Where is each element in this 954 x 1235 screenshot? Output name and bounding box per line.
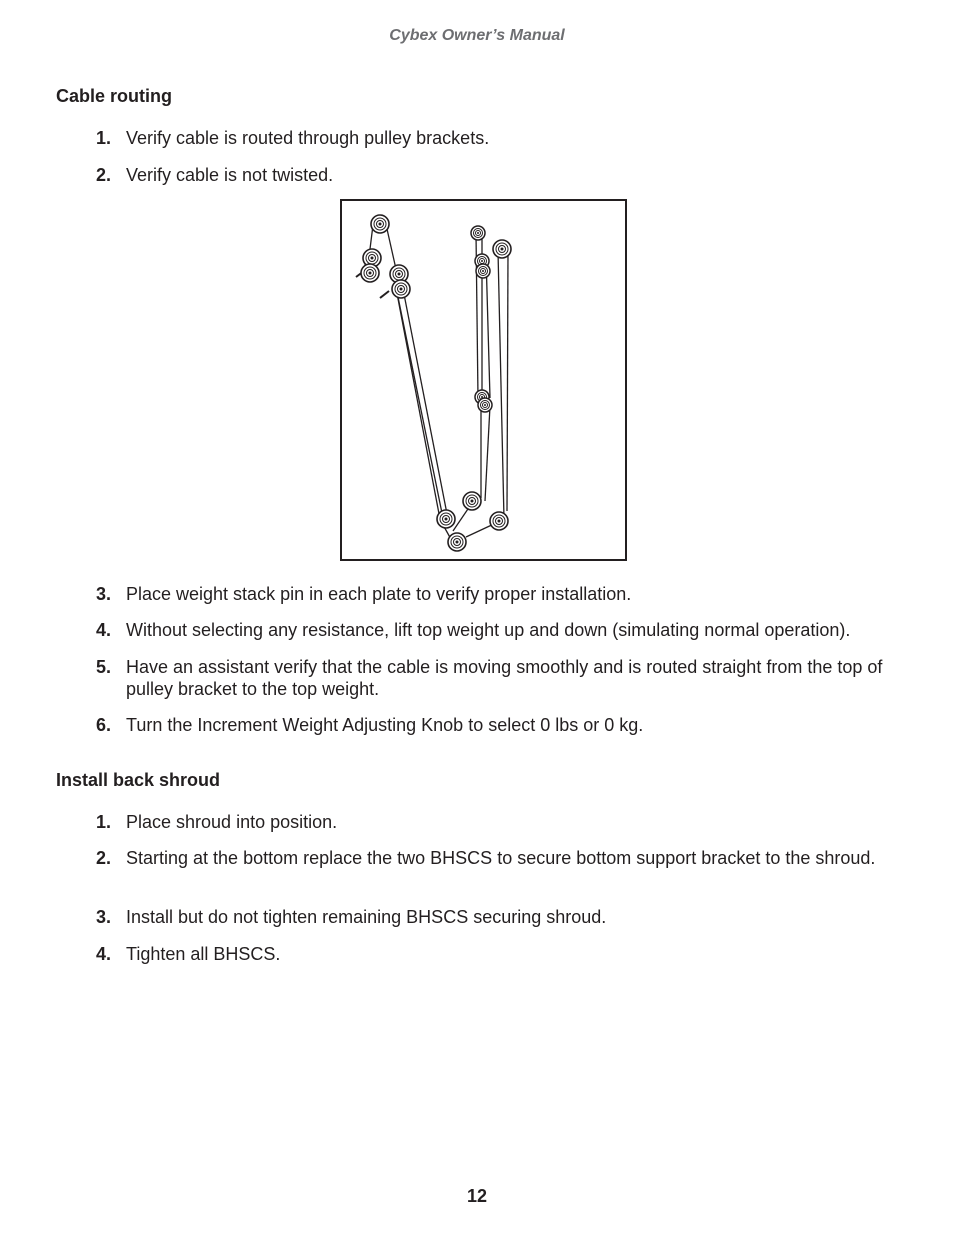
pulley-diagram (342, 201, 625, 559)
pulley-icon (478, 398, 492, 412)
step-text: Place shroud into position. (126, 812, 338, 832)
pulley-icon (493, 240, 511, 258)
pulley-icon (437, 510, 455, 528)
pulley-icon (361, 264, 379, 282)
step-number: 3. (96, 584, 112, 604)
list-item (96, 847, 896, 869)
pulley-icon (392, 280, 410, 298)
step-number: 6. (96, 715, 112, 735)
section-heading-install-back-shroud: Install back shroud (56, 770, 221, 790)
step-text: Place weight stack pin in each plate to verify proper installation. (126, 584, 632, 604)
pulley-icon (463, 492, 481, 510)
step-text: Have an assistant verify that the cable is moving smoothly and is routed straight from the top of pulley bracket to the top weight. (126, 657, 883, 699)
section-heading-cable-routing: Cable routing (56, 86, 172, 106)
running-header: Cybex Owner’s Manual (389, 27, 565, 44)
step-text: Starting at the bottom replace the two BHSCS to secure bottom support bracket to the shroud. (126, 848, 876, 868)
list-item (96, 906, 896, 928)
page-number: 12 (466, 1186, 488, 1206)
step-text: Turn the Increment Weight Adjusting Knob to select 0 lbs or 0 kg. (126, 715, 644, 735)
step-number: 5. (96, 657, 112, 677)
pulley-icon (476, 264, 490, 278)
list-item (96, 943, 896, 965)
pulley-icon (490, 512, 508, 530)
step-text: Install but do not tighten remaining BHSCS securing shroud. (126, 907, 607, 927)
step-number: 4. (96, 620, 112, 640)
step-number: 4. (96, 944, 112, 964)
cable-routing-figure (340, 199, 627, 561)
step-number: 3. (96, 907, 112, 927)
step-text: Without selecting any resistance, lift top weight up and down (simulating normal operation). (126, 620, 851, 640)
step-text: Verify cable is not twisted. (126, 165, 334, 185)
pulley-icon (471, 226, 485, 240)
pulley-icon (448, 533, 466, 551)
list-item (96, 619, 896, 641)
list-item (96, 656, 896, 700)
step-number: 2. (96, 165, 112, 185)
step-text: Verify cable is routed through pulley brackets. (126, 128, 490, 148)
list-item (96, 127, 896, 149)
step-text: Tighten all BHSCS. (126, 944, 281, 964)
pulley-icon (371, 215, 389, 233)
list-item (96, 714, 896, 736)
step-number: 1. (96, 128, 112, 148)
list-item (96, 583, 896, 605)
list-item (96, 164, 896, 186)
list-item (96, 811, 896, 833)
step-number: 2. (96, 848, 112, 868)
step-number: 1. (96, 812, 112, 832)
